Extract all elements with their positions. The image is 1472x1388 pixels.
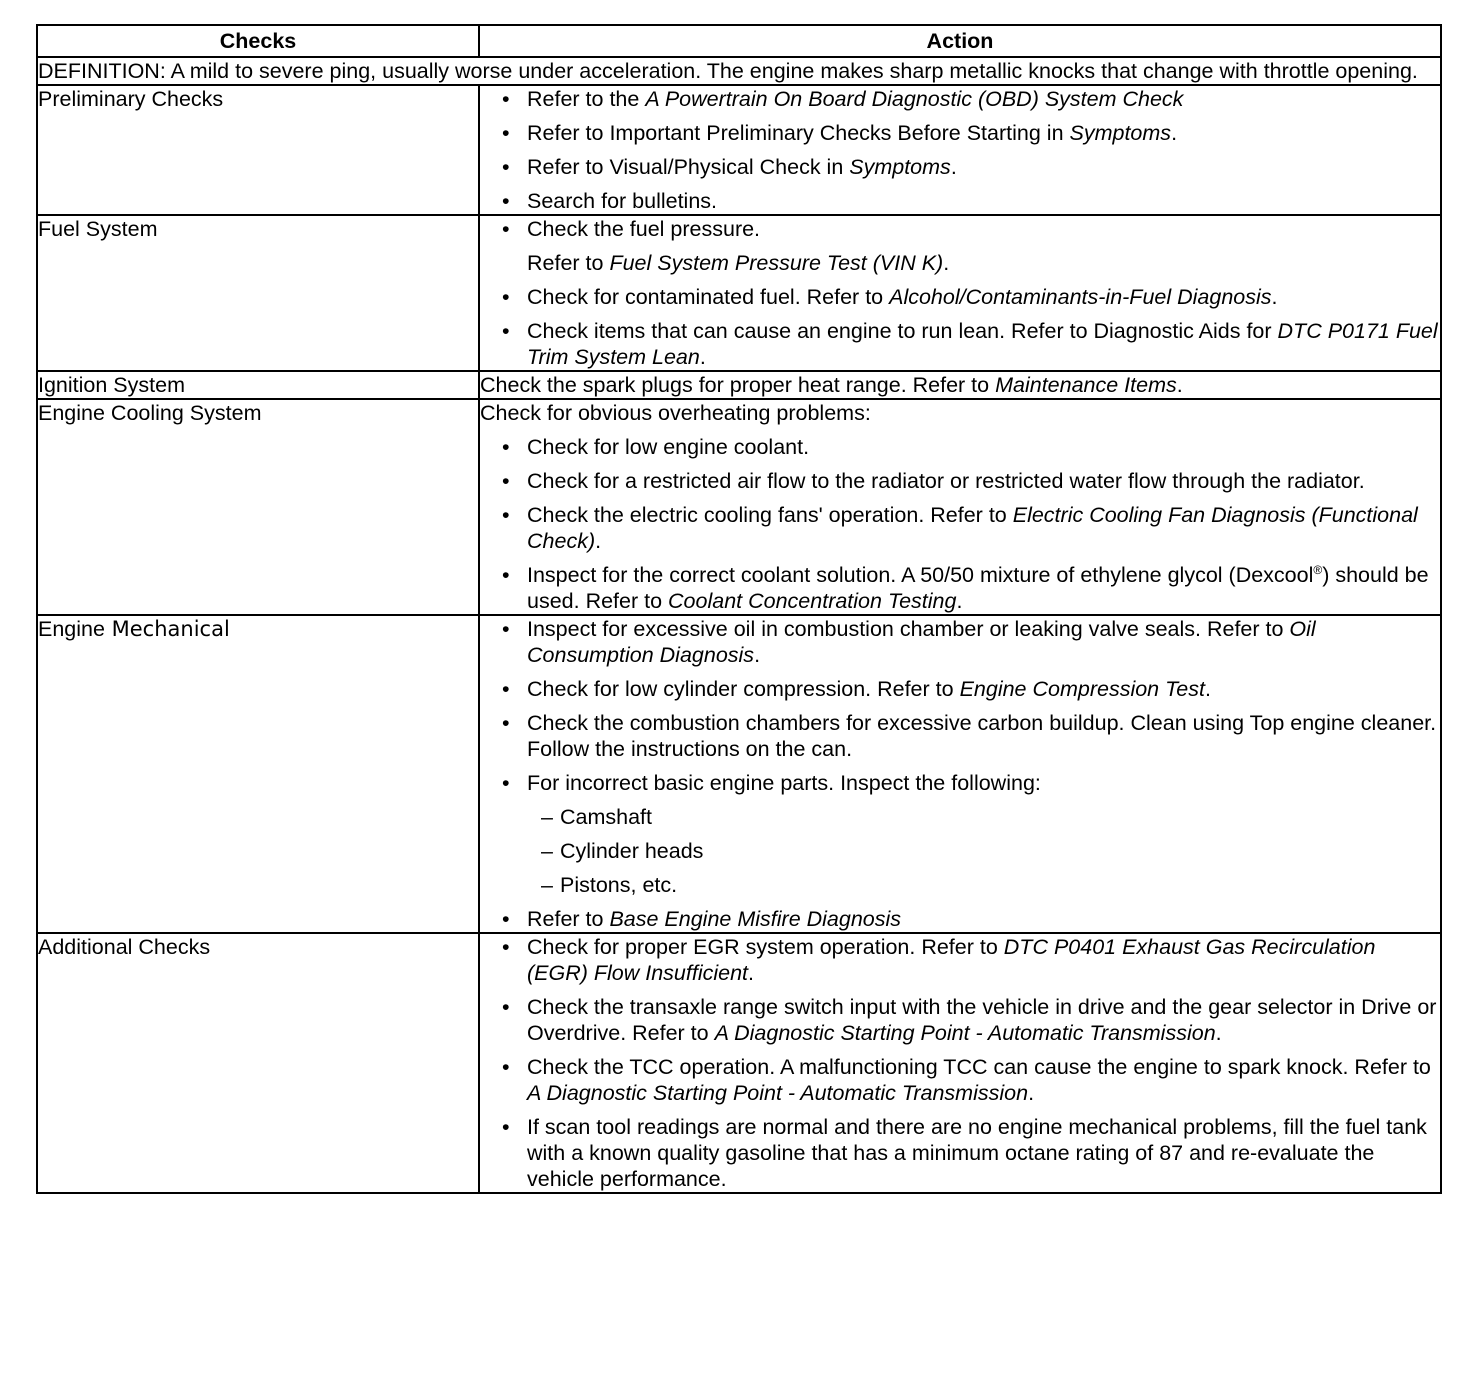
list-item: • Check the combustion chambers for excessive carbon buildup. Clean using Top engine cleaner. Follow the instructions on the can.: [480, 710, 1440, 762]
action-header: Action: [479, 25, 1441, 57]
action-cell: [479, 615, 1441, 933]
table-row: [37, 615, 1441, 933]
table-row: [37, 85, 1441, 215]
check-label: Fuel System: [37, 215, 479, 371]
action-cell: Check the spark plugs for proper heat range. Refer to Maintenance Items.: [479, 371, 1441, 399]
definition-text: DEFINITION: A mild to severe ping, usually worse under acceleration. The engine makes sharp metallic knocks that change with throttle opening.: [37, 57, 1441, 85]
symptom-table: [36, 24, 1442, 1194]
reference-link: A Powertrain On Board Diagnostic (OBD) System Check: [645, 87, 1184, 111]
list-item: • If scan tool readings are normal and there are no engine mechanical problems, fill the fuel tank with a known quality gasoline that has a minimum octane rating of 87 and re-evaluate the vehicle performance.: [480, 1114, 1440, 1192]
list-item: • For incorrect basic engine parts. Inspect the following:: [480, 770, 1440, 796]
reference-link: Symptoms: [1069, 121, 1172, 145]
reference-link: DTC P0401 Exhaust Gas Recirculation (EGR) Flow Insufficient: [527, 935, 1376, 985]
action-cell: [479, 933, 1441, 1193]
registered-mark: ®: [1313, 562, 1323, 577]
reference-link: Alcohol/Contaminants-in-Fuel Diagnosis: [889, 285, 1272, 309]
reference-link: Oil Consumption Diagnosis: [527, 617, 1316, 667]
reference-link: Engine Compression Test: [959, 677, 1205, 701]
reference-link: Symptoms: [849, 155, 951, 179]
list-item: • Check for low engine coolant.: [480, 434, 1440, 460]
list-item: • Refer to the A Powertrain On Board Diagnostic (OBD) System Check: [480, 86, 1440, 112]
checks-header: Checks: [37, 25, 479, 57]
list-item: • Check for proper EGR system operation. Refer to DTC P0401 Exhaust Gas Recirculation (EGR) Flow Insufficient.: [480, 934, 1440, 986]
header-row: [37, 25, 1441, 57]
list-item: • Refer to Important Preliminary Checks Before Starting in Symptoms.: [480, 120, 1440, 146]
reference-link: A Diagnostic Starting Point - Automatic Transmission: [714, 1021, 1216, 1045]
action-cell: [479, 399, 1441, 615]
list-item: • Search for bulletins.: [480, 188, 1440, 214]
reference-link: Fuel System Pressure Test (VIN K): [609, 251, 944, 275]
list-item: • Inspect for excessive oil in combustion chamber or leaking valve seals. Refer to Oil Consumption Diagnosis.: [480, 616, 1440, 668]
list-item: • Check the electric cooling fans' operation. Refer to Electric Cooling Fan Diagnosis (Functional Check).: [480, 502, 1440, 554]
check-label: Engine Cooling System: [37, 399, 479, 615]
check-label: Preliminary Checks: [37, 85, 479, 215]
action-intro: Check for obvious overheating problems:: [480, 401, 871, 425]
action-cell: [479, 85, 1441, 215]
action-cell: [479, 215, 1441, 371]
table-row: [37, 371, 1441, 399]
check-label: Additional Checks: [37, 933, 479, 1193]
sub-list-item: – Camshaft: [480, 804, 1440, 830]
sub-list-item: – Cylinder heads: [480, 838, 1440, 864]
list-item: • Check for a restricted air flow to the radiator or restricted water flow through the radiator.: [480, 468, 1440, 494]
list-item: • Check the TCC operation. A malfunctioning TCC can cause the engine to spark knock. Refer to A Diagnostic Starting Point - Automatic Transmission.: [480, 1054, 1440, 1106]
table-row: [37, 215, 1441, 371]
check-label: Engine Mechanical: [37, 615, 479, 933]
table-row: [37, 399, 1441, 615]
definition-row: [37, 57, 1441, 85]
reference-link: Maintenance Items: [995, 373, 1177, 397]
list-item-continuation: Refer to Fuel System Pressure Test (VIN K).: [527, 251, 950, 275]
list-item: • Refer to Visual/Physical Check in Symptoms.: [480, 154, 1440, 180]
list-item: • Refer to Base Engine Misfire Diagnosis: [480, 906, 1440, 932]
reference-link: A Diagnostic Starting Point - Automatic Transmission: [527, 1081, 1029, 1105]
list-item: • Check for contaminated fuel. Refer to Alcohol/Contaminants-in-Fuel Diagnosis.: [480, 284, 1440, 310]
reference-link: DTC P0171 Fuel Trim System Lean: [527, 319, 1438, 369]
list-item: • Check the transaxle range switch input with the vehicle in drive and the gear selector in Drive or Overdrive. Refer to A Diagnostic Starting Point - Automatic Transmission.: [480, 994, 1440, 1046]
reference-link: Base Engine Misfire Diagnosis: [609, 907, 902, 931]
table-row: [37, 933, 1441, 1193]
list-item: • Check for low cylinder compression. Refer to Engine Compression Test.: [480, 676, 1440, 702]
list-item: • Inspect for the correct coolant solution. A 50/50 mixture of ethylene glycol (Dexcool®) should be used. Refer to Coolant Concentration Testing.: [480, 562, 1440, 614]
list-item: • Check the fuel pressure.: [480, 216, 1440, 242]
list-item: • Check items that can cause an engine to run lean. Refer to Diagnostic Aids for DTC P0171 Fuel Trim System Lean.: [480, 318, 1440, 370]
sub-list-item: – Pistons, etc.: [480, 872, 1440, 898]
reference-link: Coolant Concentration Testing: [668, 589, 957, 613]
reference-link: Electric Cooling Fan Diagnosis (Functional Check): [527, 503, 1418, 553]
check-label: Ignition System: [37, 371, 479, 399]
